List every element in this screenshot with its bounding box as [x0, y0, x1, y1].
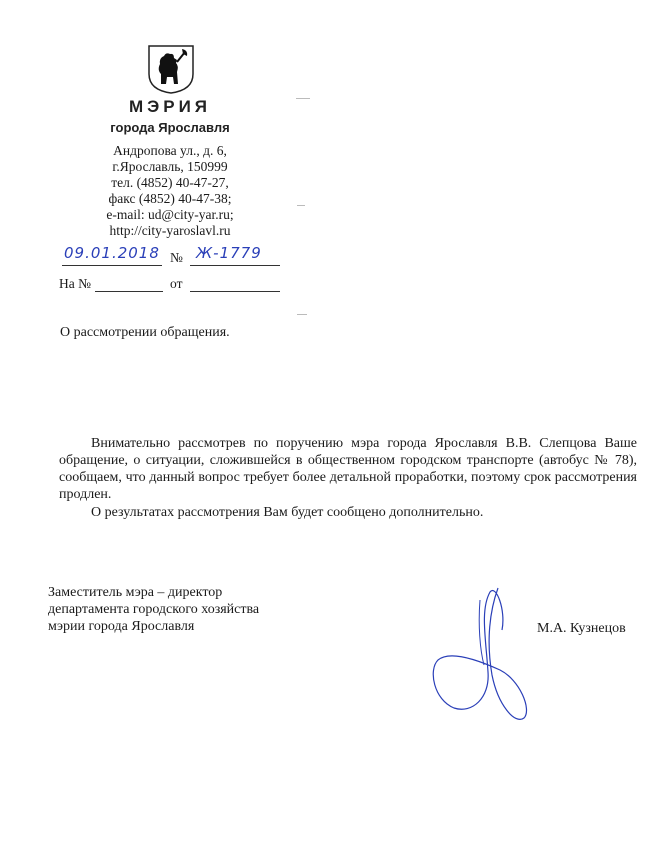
coat-of-arms-emblem — [147, 44, 195, 94]
address-line: Андропова ул., д. 6, — [113, 143, 227, 158]
body-paragraph: Внимательно рассмотрев по поручению мэра города Ярославля В.В. Слепцова Ваше обращение, о ситуации, сложившейся в общественном городском транспорте (автобус № 78), сообщаем, что данный вопрос требует более детальной проработки, поэтому срок рассмотрения продлен. — [59, 436, 637, 502]
handwritten-date: 09.01.2018 — [64, 244, 160, 262]
scan-mark — [297, 205, 305, 206]
date-underline — [62, 265, 162, 266]
ref-underline — [95, 291, 163, 292]
address-line: г.Ярославль, 150999 — [112, 159, 228, 174]
address-line: факс (4852) 40-47-38; — [108, 191, 232, 206]
org-subtitle: города Ярославля — [110, 120, 230, 135]
handwritten-signature — [420, 580, 540, 730]
scan-mark — [296, 98, 310, 99]
letter-body — [59, 435, 637, 521]
address-line: http://city-yaroslavl.ru — [109, 223, 231, 238]
signatory-title — [48, 584, 259, 635]
org-title: МЭРИЯ — [128, 97, 212, 116]
from-label: от — [170, 276, 183, 291]
letter-subject: О рассмотрении обращения. — [60, 325, 230, 340]
address-block — [60, 143, 280, 239]
handwritten-number: Ж-1779 — [196, 244, 262, 262]
body-paragraph: О результатах рассмотрения Вам будет сообщено дополнительно. — [91, 505, 484, 520]
signatory-name: М.А. Кузнецов — [537, 621, 626, 636]
signatory-title-line: мэрии города Ярославля — [48, 619, 195, 634]
signatory-title-line: Заместитель мэра – директор — [48, 585, 223, 600]
number-label: № — [170, 250, 183, 265]
address-line: тел. (4852) 40-47-27, — [111, 175, 229, 190]
address-line: e-mail: ud@city-yar.ru; — [106, 207, 234, 222]
ref-label: На № — [59, 276, 91, 291]
number-underline — [190, 265, 280, 266]
signatory-title-line: департамента городского хозяйства — [48, 602, 260, 617]
scan-mark — [297, 314, 307, 315]
from-underline — [190, 291, 280, 292]
